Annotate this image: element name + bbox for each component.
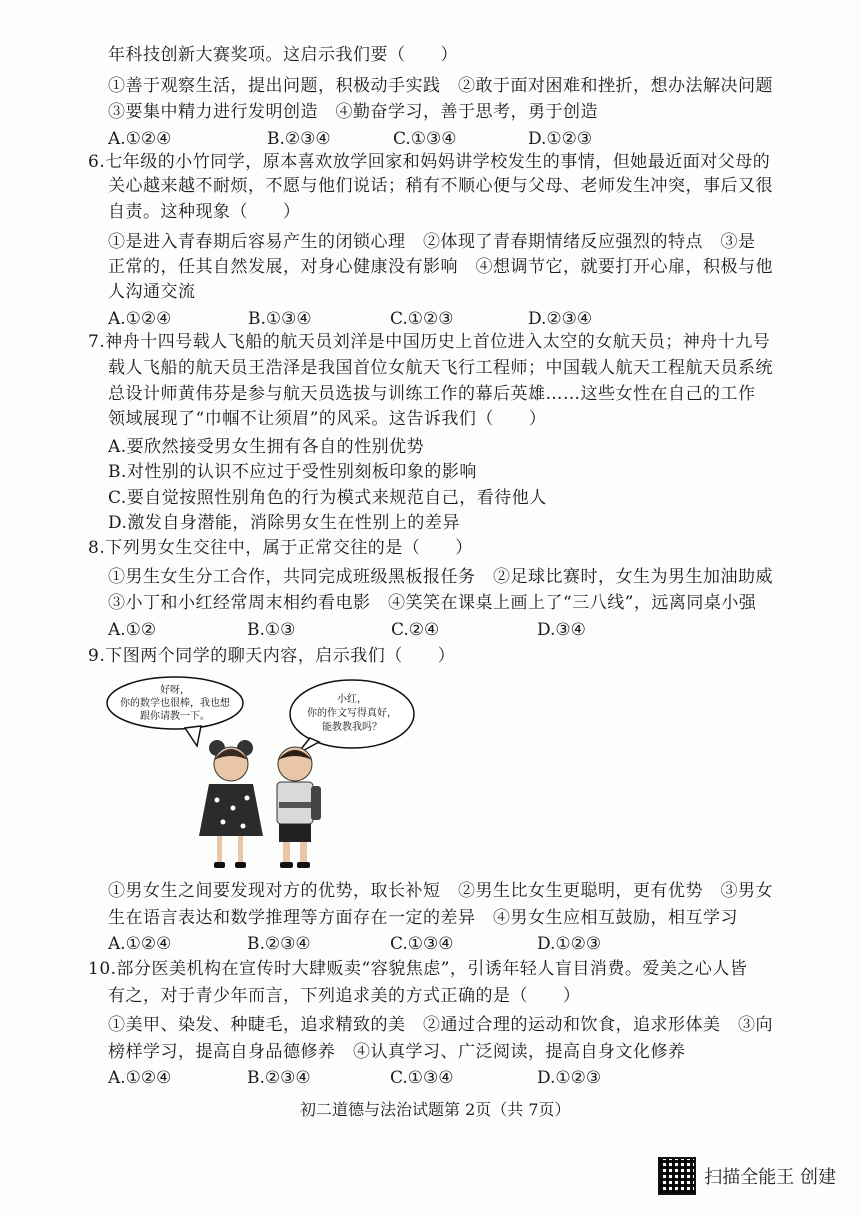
text-line: 载人飞船的航天员王浩泽是我国首位女航天飞行工程师；中国载人航天工程航天员系统 [108,358,773,378]
option-d: D.③④ [537,620,586,640]
text-line: 年科技创新大赛奖项。这启示我们要（ ） [108,45,458,65]
girl-bubble-line: 跟你请教一下。 [140,711,210,722]
text-line: 正常的，任其自然发展，对身心健康没有影响 ④想调节它，就要打开心扉，积极与他 [108,257,773,277]
girl-bubble-line: 好呀， [160,685,190,696]
girl-bubble-line: 你的数学也很棒，我也想 [120,698,230,709]
option-a: A.①②④ [108,934,172,954]
text-line: 生在语言表达和数学推理等方面存在一定的差异 ④男女生应相互鼓励，相互学习 [108,908,738,928]
text-line: ①美甲、染发、种睫毛，追求精致的美 ②通过合理的运动和饮食，追求形体美 ③向 [108,1015,773,1035]
option-b: B.②③④ [247,1068,311,1088]
option-d: D.②③④ [528,309,593,329]
option-d: D.①②③ [537,1068,602,1088]
option-a: A.①②④ [108,1068,172,1088]
watermark-text: 扫描全能王 创建 [704,1167,836,1188]
option-a: A.①②④ [108,129,172,149]
text-line: ①男生女生分工合作，共同完成班级黑板报任务 ②足球比赛时，女生为男生加油助威 [108,567,773,587]
text-line: 自责。这种现象（ ） [108,202,301,222]
text-line: 人沟通交流 [108,282,196,302]
option-c: C.要自觉按照性别角色的行为模式来规范自己，看待他人 [108,488,547,508]
text-line: 榜样学习，提高自身品德修养 ④认真学习、广泛阅读，提高自身文化修养 [108,1042,686,1062]
question-10: 10.部分医美机构在宣传时大肆贩卖“容貌焦虑”，引诱年轻人盲目消费。爱美之心人皆 [88,959,748,979]
question-6: 6.七年级的小竹同学，原本喜欢放学回家和妈妈讲学校发生的事情，但她最近面对父母的 [88,152,771,172]
option-c: C.①②③ [390,309,454,329]
option-d: D.①②③ [528,129,593,149]
text-line: 总设计师黄伟芬是参与航天员选拔与训练工作的幕后英雄……这些女性在自己的工作 [108,384,756,404]
text-line: ①是进入青春期后容易产生的闭锁心理 ②体现了青春期情绪反应强烈的特点 ③是 [108,232,756,252]
text-line: 关心越来越不耐烦，不愿与他们说话；稍有不顺心便与父母、老师发生冲突，事后又很 [108,176,773,196]
text-line: ①善于观察生活，提出问题，积极动手实践 ②敢于面对困难和挫折，想办法解决问题 [108,76,773,96]
girl-figure [199,740,263,868]
option-c: C.①③④ [393,129,457,149]
scanner-watermark [658,1157,836,1195]
option-c: C.①③④ [390,1068,454,1088]
option-a: A.要欣然接受男女生拥有各自的性别优势 [108,437,425,457]
option-c: C.②④ [391,620,440,640]
text-line: 有之，对于青少年而言，下列追求美的方式正确的是（ ） [108,986,581,1006]
text-line: 领域展现了“巾帼不让须眉”的风采。这告诉我们（ ） [108,409,547,429]
option-a: A.①② [108,620,157,640]
option-a: A.①②④ [108,309,172,329]
chat-illustration [105,676,425,872]
option-b: B.①③④ [248,309,312,329]
question-9: 9.下图两个同学的聊天内容，启示我们（ ） [88,646,456,666]
boy-figure [277,747,321,868]
boy-bubble-line: 你的作文写得真好， [307,708,397,719]
question-8: 8.下列男女生交往中，属于正常交往的是（ ） [88,538,473,558]
qr-code-icon [658,1157,696,1195]
option-d: D.①②③ [537,934,602,954]
text-line: ①男女生之间要发现对方的优势，取长补短 ②男生比女生更聪明，更有优势 ③男女 [108,881,773,901]
option-b: B.对性别的认识不应过于受性别刻板印象的影响 [108,462,477,482]
option-b: B.②③④ [267,129,331,149]
option-c: C.①③④ [390,934,454,954]
boy-bubble-line: 小红， [337,694,367,705]
option-b: B.②③④ [247,934,311,954]
text-line: ③要集中精力进行发明创造 ④勤奋学习，善于思考，勇于创造 [108,102,598,122]
option-d: D.激发自身潜能，消除男女生在性别上的差异 [108,513,460,533]
option-b: B.①③ [247,620,296,640]
page-footer: 初二道德与法治试题第 2页（共 7页） [300,1100,571,1119]
question-7: 7.神舟十四号载人飞船的航天员刘洋是中国历史上首位进入太空的女航天员；神舟十九号 [88,332,771,352]
boy-bubble-line: 能教教我吗？ [322,722,382,733]
text-line: ③小丁和小红经常周末相约看电影 ④笑笑在课桌上画上了“三八线”，远离同桌小强 [108,593,757,613]
